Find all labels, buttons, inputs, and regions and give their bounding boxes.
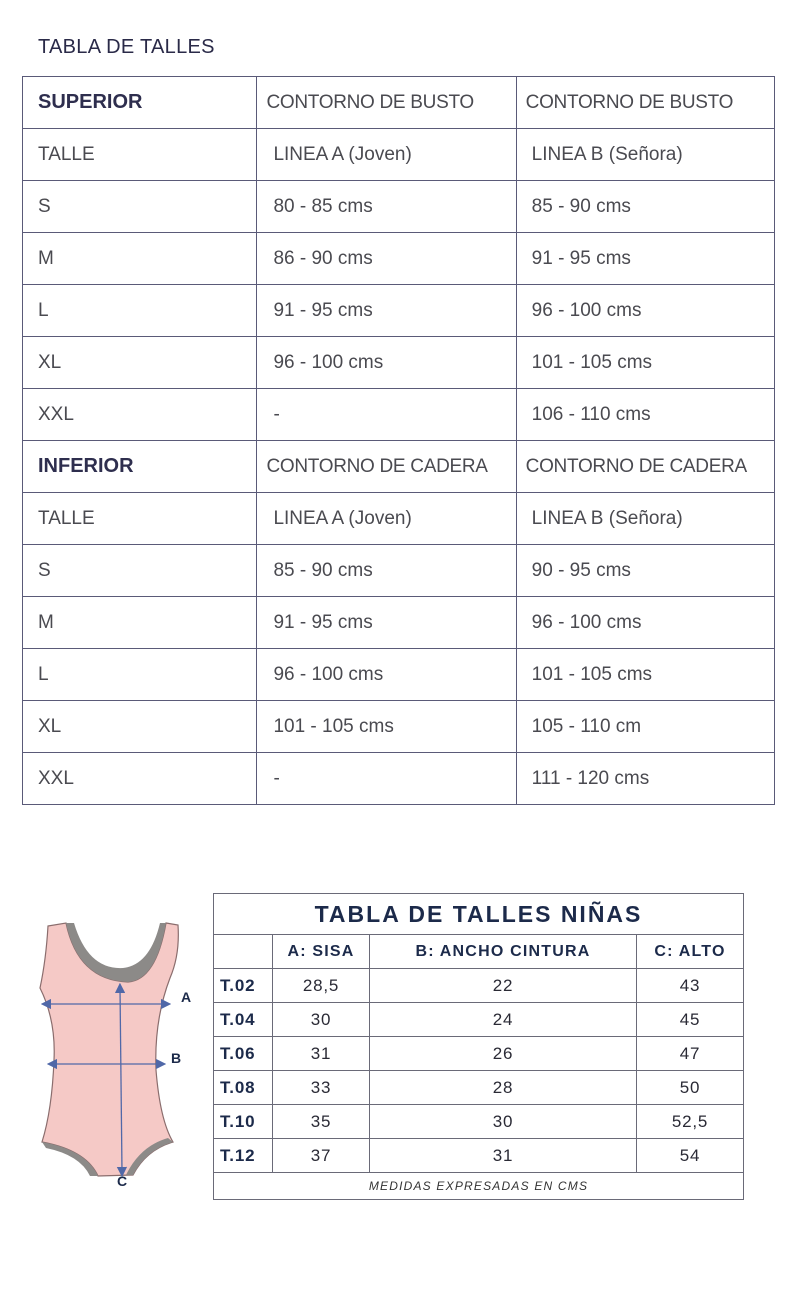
cell: 47 — [637, 1037, 744, 1071]
page-title: TABLA DE TALLES — [38, 36, 215, 58]
cell: 85 - 90 cms — [257, 545, 516, 597]
table-row — [214, 1105, 744, 1139]
cell: 45 — [637, 1003, 744, 1037]
cell: 37 — [273, 1139, 370, 1173]
cell: 96 - 100 cms — [516, 597, 774, 649]
column-header: CONTORNO DE BUSTO — [516, 77, 774, 129]
column-header: CONTORNO DE CADERA — [257, 441, 516, 493]
cell: 90 - 95 cms — [516, 545, 774, 597]
column-header-alto: C: ALTO — [637, 935, 744, 969]
cell: 101 - 105 cms — [516, 649, 774, 701]
cell: 96 - 100 cms — [257, 649, 516, 701]
label-c: C — [117, 1173, 128, 1189]
cell: 43 — [637, 969, 744, 1003]
size-cell: XL — [23, 337, 257, 389]
size-cell: T.02 — [214, 969, 273, 1003]
section-label: INFERIOR — [23, 441, 257, 493]
cell: 80 - 85 cms — [257, 181, 516, 233]
cell: 28,5 — [273, 969, 370, 1003]
table-row — [23, 649, 775, 701]
cell: 101 - 105 cms — [516, 337, 774, 389]
cell: 31 — [370, 1139, 637, 1173]
cell: 30 — [273, 1003, 370, 1037]
cell: 91 - 95 cms — [257, 597, 516, 649]
adult-size-table — [22, 76, 775, 805]
size-cell: T.08 — [214, 1071, 273, 1105]
size-cell: T.06 — [214, 1037, 273, 1071]
cell: 24 — [370, 1003, 637, 1037]
subheader-row — [23, 129, 775, 181]
cell: 30 — [370, 1105, 637, 1139]
units-footnote: MEDIDAS EXPRESADAS EN CMS — [214, 1173, 744, 1200]
kids-size-table — [213, 893, 744, 1200]
cell: 35 — [273, 1105, 370, 1139]
column-header-sisa: A: SISA — [273, 935, 370, 969]
cell: 96 - 100 cms — [516, 285, 774, 337]
cell: 54 — [637, 1139, 744, 1173]
size-cell: T.04 — [214, 1003, 273, 1037]
table-row — [23, 233, 775, 285]
column-header: CONTORNO DE CADERA — [516, 441, 774, 493]
section-header-superior — [23, 77, 775, 129]
cell: TALLE — [23, 493, 257, 545]
cell: 105 - 110 cm — [516, 701, 774, 753]
size-cell: XXL — [23, 389, 257, 441]
table-row — [214, 1071, 744, 1105]
cell: 52,5 — [637, 1105, 744, 1139]
section-label: SUPERIOR — [23, 77, 257, 129]
kids-header-row — [214, 935, 744, 969]
table-row — [23, 181, 775, 233]
size-cell: S — [23, 545, 257, 597]
table-row — [214, 1139, 744, 1173]
table-row — [214, 1003, 744, 1037]
cell: 26 — [370, 1037, 637, 1071]
size-cell: T.12 — [214, 1139, 273, 1173]
cell: LINEA A (Joven) — [257, 493, 516, 545]
size-cell: L — [23, 649, 257, 701]
cell: 33 — [273, 1071, 370, 1105]
cell: 50 — [637, 1071, 744, 1105]
cell: LINEA A (Joven) — [257, 129, 516, 181]
size-cell: T.10 — [214, 1105, 273, 1139]
cell: 101 - 105 cms — [257, 701, 516, 753]
table-row — [214, 969, 744, 1003]
bodysuit-diagram — [28, 910, 203, 1190]
table-row — [23, 389, 775, 441]
table-row — [23, 597, 775, 649]
cell: LINEA B (Señora) — [516, 493, 774, 545]
size-cell: M — [23, 233, 257, 285]
table-row — [214, 1037, 744, 1071]
table-row — [23, 545, 775, 597]
cell: LINEA B (Señora) — [516, 129, 774, 181]
kids-table-title: TABLA DE TALLES NIÑAS — [214, 894, 744, 935]
cell: 96 - 100 cms — [257, 337, 516, 389]
cell: 111 - 120 cms — [516, 753, 774, 805]
size-cell: S — [23, 181, 257, 233]
cell: 86 - 90 cms — [257, 233, 516, 285]
label-b: B — [171, 1050, 182, 1066]
column-header: CONTORNO DE BUSTO — [257, 77, 516, 129]
cell: TALLE — [23, 129, 257, 181]
cell: - — [257, 389, 516, 441]
size-cell: L — [23, 285, 257, 337]
bodysuit-shape — [40, 923, 178, 1176]
cell: 85 - 90 cms — [516, 181, 774, 233]
table-row — [23, 285, 775, 337]
cell: - — [257, 753, 516, 805]
size-cell: M — [23, 597, 257, 649]
table-row — [23, 701, 775, 753]
cell: 91 - 95 cms — [516, 233, 774, 285]
section-header-inferior — [23, 441, 775, 493]
cell: 31 — [273, 1037, 370, 1071]
cell: 91 - 95 cms — [257, 285, 516, 337]
size-cell: XXL — [23, 753, 257, 805]
cell: 106 - 110 cms — [516, 389, 774, 441]
column-header-ancho-cintura: B: ANCHO CINTURA — [370, 935, 637, 969]
subheader-row — [23, 493, 775, 545]
label-a: A — [181, 989, 192, 1005]
cell: 28 — [370, 1071, 637, 1105]
cell: 22 — [370, 969, 637, 1003]
column-header — [214, 935, 273, 969]
table-row — [23, 753, 775, 805]
size-cell: XL — [23, 701, 257, 753]
table-row — [23, 337, 775, 389]
